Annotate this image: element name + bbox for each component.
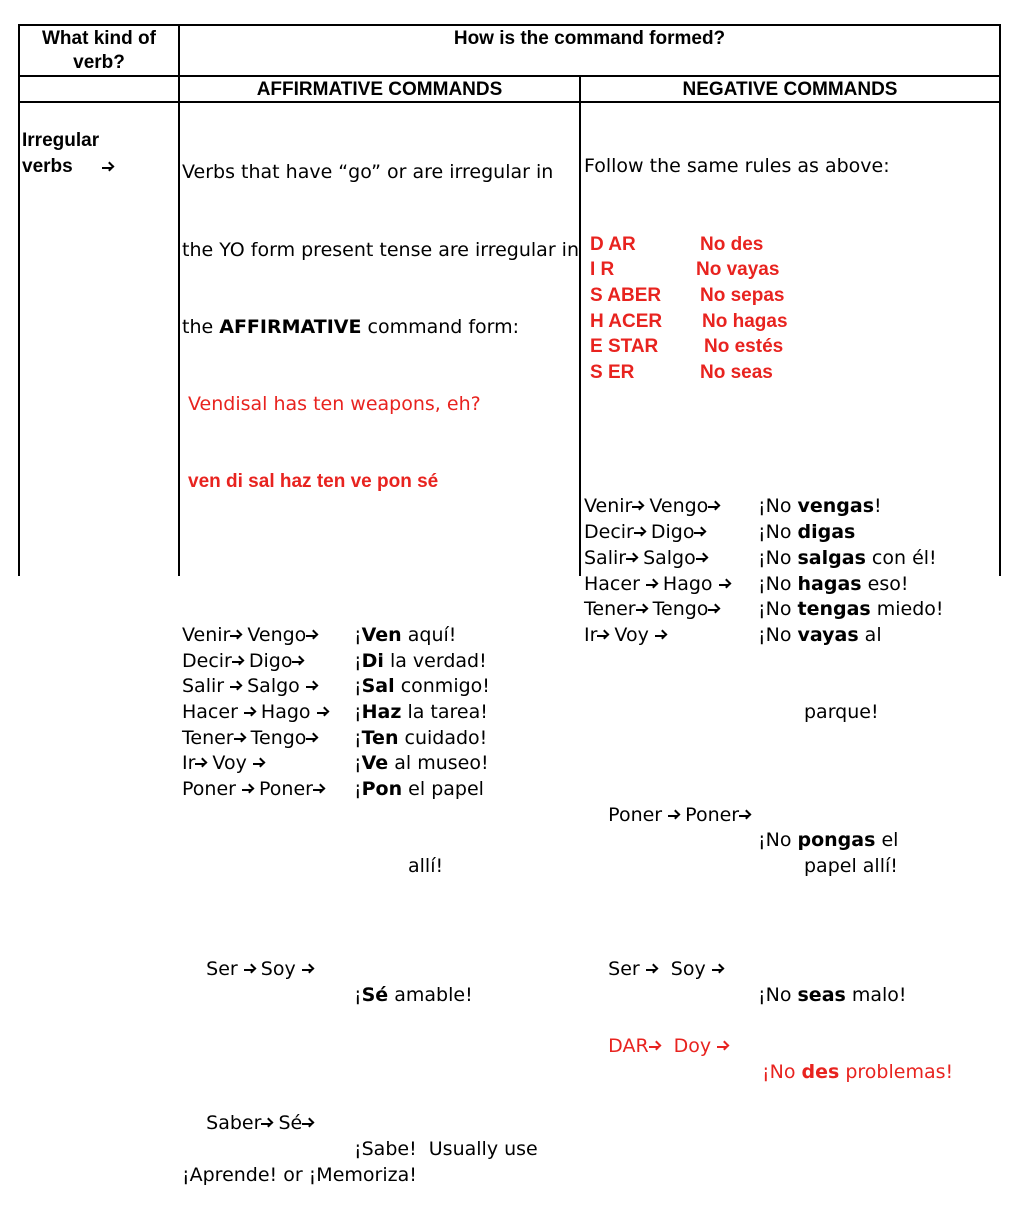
example-row: Poner Poner ¡Pon el papel	[182, 778, 484, 801]
arrow-right-icon	[668, 810, 679, 821]
example-row: Venir Vengo ¡Ven aquí!	[182, 623, 457, 646]
header-affirmative-label: AFFIRMATIVE COMMANDS	[256, 79, 503, 100]
header-how-formed-label: How is the command formed?	[453, 28, 726, 49]
example-row: Decir Digo ¡Di la verdad!	[182, 649, 487, 672]
ir-continuation: parque!	[804, 700, 879, 723]
arrow-right-icon	[306, 681, 317, 692]
arrow-right-icon	[719, 579, 730, 590]
irregular-verbs-label: Irregular verbs	[22, 128, 172, 180]
arrow-right-icon	[242, 784, 253, 795]
intro-line: the AFFIRMATIVE command form:	[182, 315, 520, 338]
arrow-right-icon	[292, 656, 303, 667]
arrow-right-icon	[739, 810, 750, 821]
example-row: Hacer Hago ¡No hagas eso!	[584, 572, 909, 595]
arrow-right-icon	[708, 604, 719, 615]
column-divider-2	[579, 75, 581, 576]
example-row: Saber Sé ¡Sabe! Usually use	[206, 1112, 538, 1160]
arrow-right-icon	[634, 527, 645, 538]
negative-intro: Follow the same rules as above:	[584, 155, 890, 178]
verb-type-cell	[22, 128, 172, 180]
table-border-top	[18, 24, 1001, 26]
example-row: Decir Digo ¡No digas	[584, 521, 856, 544]
arrow-right-icon	[712, 964, 723, 975]
intro-line: Verbs that have “go” or are irregular in	[182, 161, 554, 184]
header-verb-type	[20, 27, 178, 75]
example-row: Ser Soy ¡Sé amable!	[206, 957, 473, 1006]
arrow-right-icon	[306, 733, 317, 744]
header-affirmative	[180, 78, 579, 102]
arrow-right-icon	[649, 1041, 660, 1052]
column-divider-1	[178, 24, 180, 576]
arrow-right-icon	[708, 501, 719, 512]
poner-continuation: papel allí!	[804, 855, 898, 878]
arrow-right-icon	[655, 630, 666, 641]
example-row: Salir Salgo ¡No salgas con él!	[584, 546, 937, 569]
arrow-right-icon	[230, 681, 241, 692]
rule-row: H ACER No hagas	[590, 310, 788, 332]
affirmative-cell	[182, 109, 578, 1214]
arrow-right-icon	[302, 1118, 313, 1129]
arrow-right-icon	[597, 630, 608, 641]
example-row: Ser Soy ¡No seas malo!	[608, 957, 907, 1006]
example-row: DAR Doy ¡No des problemas!	[608, 1035, 954, 1083]
header-verb-type-label: What kind of verb?	[42, 28, 156, 73]
rule-row: S ABER No sepas	[590, 284, 785, 306]
negative-cell	[584, 103, 998, 1083]
arrow-right-icon	[626, 553, 637, 564]
table-border-right	[999, 24, 1001, 576]
poner-continuation: allí!	[408, 855, 444, 878]
arrow-right-icon	[195, 758, 206, 769]
rule-row: S ER No seas	[590, 361, 773, 383]
arrow-right-icon	[102, 162, 113, 173]
arrow-right-icon	[636, 604, 647, 615]
arrow-right-icon	[717, 1041, 728, 1052]
mnemonic-line: Vendisal has ten weapons, eh?	[188, 392, 481, 415]
forms-line: ven di sal haz ten ve pon sé	[188, 470, 439, 492]
arrow-right-icon	[244, 964, 255, 975]
arrow-right-icon	[694, 527, 705, 538]
header-negative-label: NEGATIVE COMMANDS	[682, 79, 898, 100]
intro-line: the YO form present tense are irregular in	[182, 238, 579, 261]
example-row: Venir Vengo ¡No vengas!	[584, 495, 882, 518]
rule-row: D AR No des	[590, 233, 764, 255]
example-row: Ir Voy ¡No vayas al	[584, 623, 882, 646]
arrow-right-icon	[313, 784, 324, 795]
arrow-right-icon	[646, 964, 657, 975]
header-negative	[581, 78, 999, 102]
header-row-divider	[18, 75, 1001, 77]
arrow-right-icon	[261, 1118, 272, 1129]
example-row: Hacer Hago ¡Haz la tarea!	[182, 701, 488, 724]
example-row: Salir Salgo ¡Sal conmigo!	[182, 675, 490, 698]
arrow-right-icon	[632, 501, 643, 512]
arrow-right-icon	[244, 707, 255, 718]
rule-row: I R No vayas	[590, 259, 780, 281]
arrow-right-icon	[302, 964, 313, 975]
arrow-right-icon	[317, 707, 328, 718]
arrow-right-icon	[230, 630, 241, 641]
table-border-left	[18, 24, 20, 576]
arrow-right-icon	[696, 553, 707, 564]
arrow-right-icon	[253, 758, 264, 769]
arrow-right-icon	[234, 733, 245, 744]
saber-continuation: ¡Aprende! or ¡Memoriza!	[182, 1163, 417, 1186]
arrow-right-icon	[646, 579, 657, 590]
arrow-right-icon	[306, 630, 317, 641]
arrow-right-icon	[232, 656, 243, 667]
example-row: Tener Tengo ¡Ten cuidado!	[182, 726, 488, 749]
example-row: Poner Poner ¡No pongas el	[608, 803, 899, 852]
example-row: Ir Voy ¡Ve al museo!	[182, 752, 489, 775]
rule-row: E STAR No estés	[590, 336, 784, 358]
header-how-formed	[180, 27, 999, 51]
example-row: Tener Tengo ¡No tengas miedo!	[584, 598, 944, 621]
